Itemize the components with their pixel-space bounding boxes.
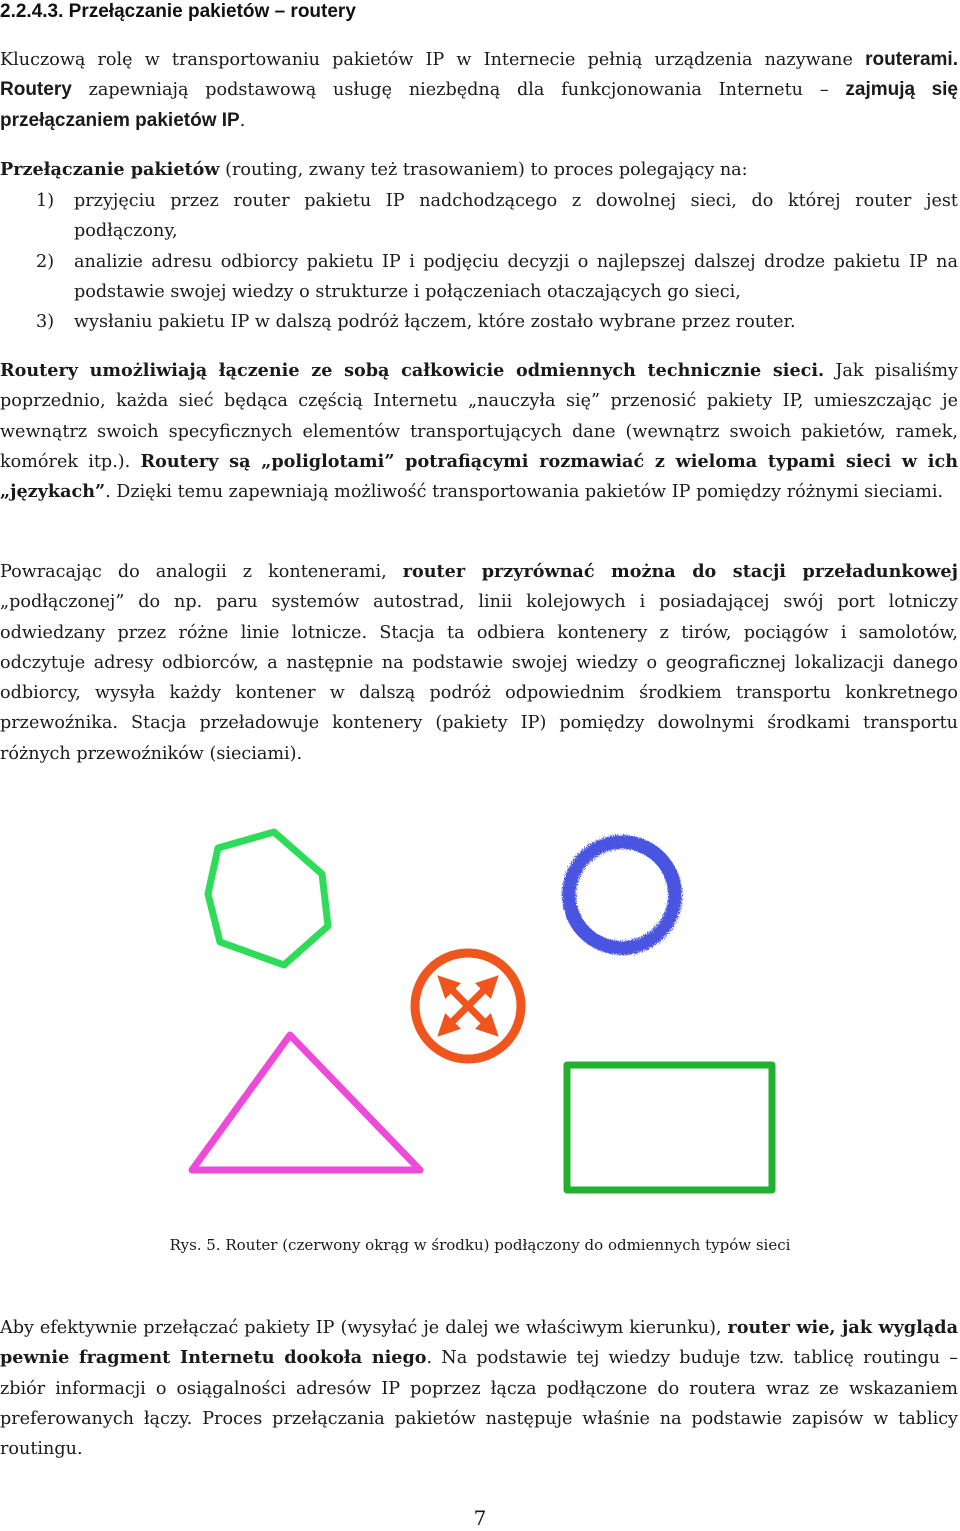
router-arrow-sw [442, 1006, 468, 1032]
list-item [0, 307, 958, 337]
rectangle-network-shape [567, 1065, 772, 1190]
p1-text-3: . [239, 110, 246, 131]
router-icon [415, 953, 521, 1059]
p1-bold-1: routerami. Routery [0, 49, 958, 101]
list-item [0, 186, 958, 247]
paragraph-routers-intro [0, 45, 958, 136]
page-number: 7 [473, 1506, 487, 1530]
p1-text-1: Kluczową rolę w transportowaniu pakietów IP w Internecie pełnią urządzenia nazywane [0, 50, 866, 70]
p4-bold-1: router przyrównać można do stacji przeładunkowej [402, 561, 958, 582]
section-heading: 2.2.4.3. Przełączanie pakietów – routery [0, 1, 356, 22]
p5-text-2: . Na podstawie tej wiedzy buduje tzw. tablicę routingu – zbiór informacji o osiągalności adresów IP poprzez łącza podłączone do routera wraz ze wskazaniem preferowanych łączy. Proces przełączania pakietów następuje właśnie na podstawie zapisów w tablicy routingu. [0, 1348, 959, 1460]
p3-text-2: . Dzięki temu zapewniają możliwość transportowania pakietów IP pomiędzy różnymi sieciami. [105, 482, 944, 503]
list-item-text: wysłaniu pakietu IP w dalszą podróż łączem, które zostało wybrane przez router. [74, 312, 796, 333]
p3-text-1: Jak pisaliśmy poprzednio, każda sieć będąca częścią Internetu „nauczyła się” przenosić pakiety IP, umieszczając je wewnątrz swoich specyficznych elementów transportujących dane (wewnątrz swoich pakietów, ramek, komórek itp.). [0, 361, 958, 472]
paragraph-routing-table [0, 1313, 958, 1464]
list-item-text: przyjęciu przez router pakietu IP nadchodzącego z dowolnej sieci, do której router jest podłączony, [74, 191, 958, 242]
p3-bold-2: Routery są „poliglotami” potrafiącymi rozmawiać z wieloma typami sieci w ich „językach” [0, 450, 958, 503]
figure-caption: Rys. 5. Router (czerwony okrąg w środku) podłączony do odmiennych typów sieci [169, 1236, 791, 1254]
p5-text-1: Aby efektywnie przełączać pakiety IP (wysyłać je dalej we właściwym kierunku), [0, 1318, 728, 1338]
p4-text-1: Powracając do analogii z kontenerami, [0, 562, 403, 582]
list-item-number: 2) [36, 251, 55, 272]
paragraph-routers-connect-networks [0, 356, 958, 507]
p5-bold-1: router wie, jak wygląda pewnie fragment Internetu dookoła niego [0, 1317, 958, 1369]
triangle-network-shape [192, 1035, 420, 1170]
router-networks-figure [150, 790, 810, 1210]
p2-bold-1: Przełączanie pakietów [0, 159, 220, 180]
p3-bold-1: Routery umożliwiają łączenie ze sobą całkowicie odmiennych technicznie sieci. [0, 360, 825, 381]
hexagon-network-shape [208, 832, 328, 965]
p2-text-1: (routing, zwany też trasowaniem) to proces polegający na: [219, 160, 748, 180]
p1-text-2: zapewniają podstawową usługę niezbędną dla funkcjonowania Internetu – [71, 80, 846, 101]
list-item-number: 1) [36, 191, 55, 211]
paragraph-container-analogy [0, 557, 958, 769]
p1-bold-2: zajmują się przełączaniem pakietów IP [0, 79, 958, 131]
p4-text-2: „podłączonej” do np. paru systemów autostrad, linii kolejowych i posiadającej swój port lotniczy odwiedzany przez różne linie lotnicze. Stacja ta odbiera kontenery z tirów, pociągów i samolotów, odczytuje adresy odbiorców, a następnie na podstawie swojej wiedzy o geograficznej lokalizacji danego odbiorcy, wysyła każdy kontener w dalszą podróż odpowiednim środkiem transportu konkretnego przewoźnika. Stacja przeładowuje kontenery (pakiety IP) pomiędzy dowolnymi środkami transportu różnych przewoźników (sieciami). [0, 592, 958, 764]
process-steps-list [0, 186, 958, 337]
ring-network-shape [569, 842, 675, 948]
router-arrow-ne [468, 980, 494, 1006]
router-arrow-nw [442, 980, 468, 1006]
paragraph-packet-switching-definition [0, 155, 958, 185]
list-item [0, 247, 958, 308]
list-item-number: 3) [36, 312, 55, 333]
list-item-text: analizie adresu odbiorcy pakietu IP i podjęciu decyzji o najlepszej dalszej drodze pakietu IP na podstawie swojej wiedzy o strukturze i połączeniach otaczających go sieci, [74, 251, 958, 302]
router-arrow-se [468, 1006, 494, 1032]
